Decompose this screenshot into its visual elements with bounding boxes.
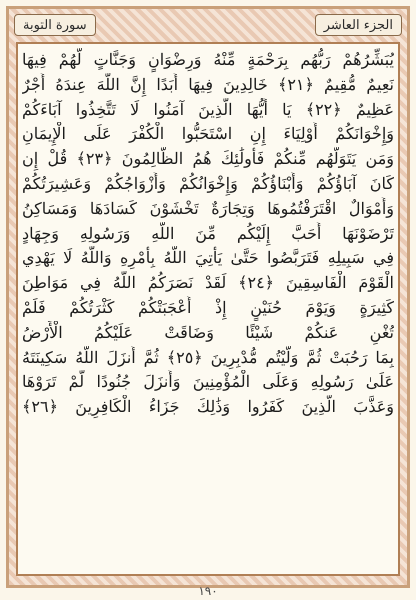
text-line: وَعَذَّبَ الَّذِينَ كَفَرُوا وَذَٰلِكَ جَزَاءُ الْكَافِرِينَ ﴿٢٦﴾ [22, 397, 394, 417]
text-line: الْقَوْمَ الْفَاسِقِينَ ﴿٢٤﴾ لَقَدْ نَصَرَكُمُ اللَّهُ فِي مَوَاطِنَ [22, 273, 394, 293]
text-line: وَمَن يَتَوَلَّهُم مِّنكُمْ فَأُولَٰئِكَ هُمُ الظَّالِمُونَ ﴿٢٣﴾ قُلْ إِن [22, 149, 394, 169]
text-line: كَانَ آبَاؤُكُمْ وَأَبْنَاؤُكُمْ وَإِخْوَانُكُمْ وَأَزْوَاجُكُمْ وَعَشِيرَتُكُمْ [22, 173, 394, 193]
page-number: ١٩٠ [198, 584, 218, 598]
text-line: تَرْضَوْنَهَا أَحَبَّ إِلَيْكُم مِّنَ اللَّهِ وَرَسُولِهِ وَجِهَادٍ [22, 223, 394, 243]
text-line: عَلَىٰ رَسُولِهِ وَعَلَى الْمُؤْمِنِينَ وَأَنزَلَ جُنُودًا لَّمْ تَرَوْهَا [22, 372, 394, 392]
text-line: كَثِيرَةٍ وَيَوْمَ حُنَيْنٍ إِذْ أَعْجَبَتْكُمْ كَثْرَتُكُمْ فَلَمْ [22, 297, 394, 317]
page-header [14, 12, 402, 38]
text-line: فِي سَبِيلِهِ فَتَرَبَّصُوا حَتَّىٰ يَأْتِيَ اللَّهُ بِأَمْرِهِ وَاللَّهُ لَا يَهْدِي [22, 248, 394, 268]
surah-name-label: سورة التوبة [14, 14, 96, 36]
text-line: بِمَا رَحُبَتْ ثُمَّ وَلَّيْتُم مُّدْبِرِينَ ﴿٢٥﴾ ثُمَّ أَنزَلَ اللَّهُ سَكِينَتَهُ [22, 347, 394, 367]
text-line: عَظِيمٌ ﴿٢٢﴾ يَا أَيُّهَا الَّذِينَ آمَنُوا لَا تَتَّخِذُوا آبَاءَكُمْ [22, 99, 394, 119]
juz-label: الجزء العاشر [315, 14, 402, 36]
text-line: تُغْنِ عَنكُمْ شَيْئًا وَضَاقَتْ عَلَيْكُمُ الْأَرْضُ [22, 322, 394, 342]
text-line: يُبَشِّرُهُمْ رَبُّهُم بِرَحْمَةٍ مِّنْهُ وَرِضْوَانٍ وَجَنَّاتٍ لَّهُمْ فِيهَا [22, 50, 394, 69]
text-line: نَعِيمٌ مُّقِيمٌ ﴿٢١﴾ خَالِدِينَ فِيهَا أَبَدًا إِنَّ اللَّهَ عِندَهُ أَجْرٌ [22, 74, 394, 94]
quran-text-block [22, 48, 394, 420]
text-line: وَإِخْوَانَكُمْ أَوْلِيَاءَ إِنِ اسْتَحَبُّوا الْكُفْرَ عَلَى الْإِيمَانِ [22, 124, 394, 144]
text-line: وَأَمْوَالٌ اقْتَرَفْتُمُوهَا وَتِجَارَةٌ تَخْشَوْنَ كَسَادَهَا وَمَسَاكِنُ [22, 198, 394, 218]
page-footer [0, 582, 416, 600]
